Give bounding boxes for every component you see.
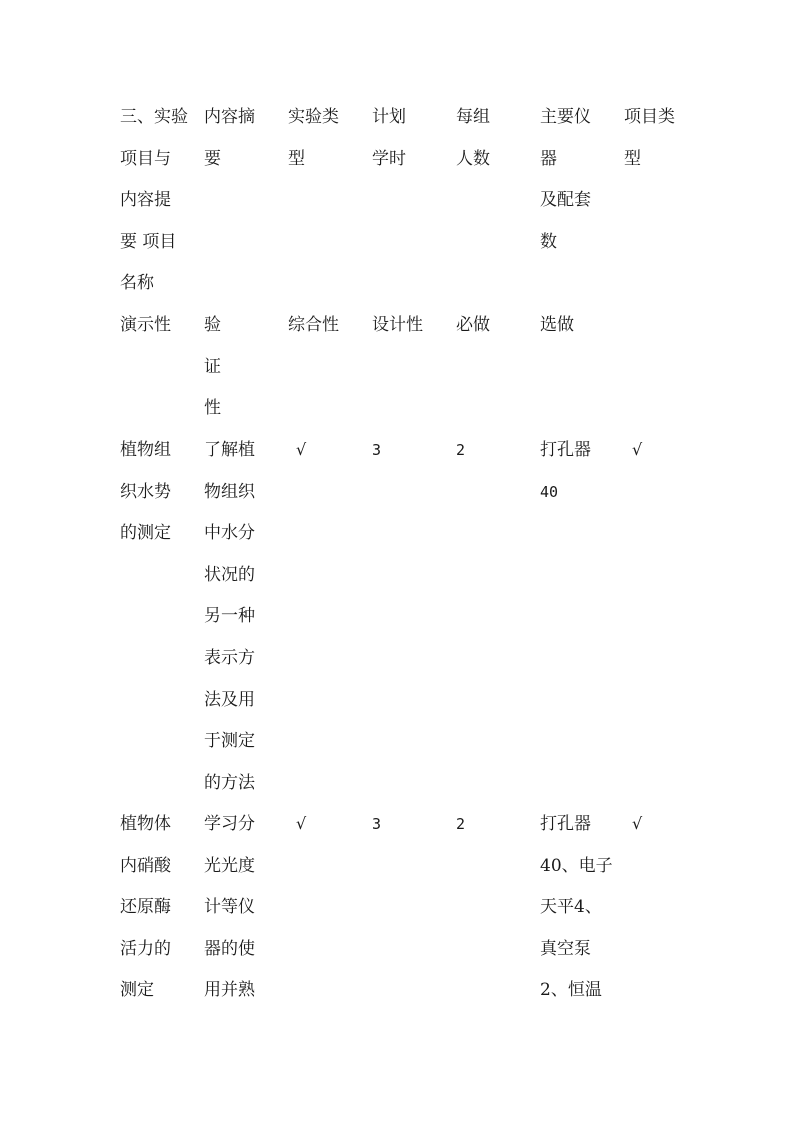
text-line: 活力的: [120, 938, 171, 959]
text-line: 综合性: [288, 315, 339, 335]
header-group-size: [456, 107, 490, 190]
text-line: 选做: [540, 315, 574, 335]
row1-summary: [204, 440, 255, 814]
text-line: 数: [540, 231, 557, 252]
row1-hours: [372, 440, 381, 482]
group-size-value: 2: [456, 815, 466, 833]
text-line: 设计性: [372, 315, 423, 335]
text-line: 法及用: [204, 689, 255, 710]
text-line: 性: [204, 398, 221, 419]
text-line: 计划: [372, 107, 406, 127]
text-line: 型: [288, 148, 305, 169]
header-experiment-type: [288, 107, 339, 190]
hours-value: 3: [372, 815, 382, 833]
subheader-optional: [540, 315, 574, 357]
text-line: 打孔器: [540, 440, 591, 460]
text-line: 打孔器: [540, 814, 591, 834]
row2-type-mark: [288, 814, 306, 856]
checkmark: √: [632, 814, 643, 833]
text-line: 物组织: [204, 481, 255, 502]
text-line: 40、电子: [540, 855, 613, 876]
text-line: 2、恒温: [540, 980, 602, 1001]
row2-summary: [204, 814, 255, 1022]
text-line: 还原酶: [120, 897, 171, 918]
row2-project-name: [120, 814, 171, 1022]
text-line: 项目与: [120, 148, 171, 169]
header-content-summary: [204, 107, 255, 190]
hours-value: 3: [372, 441, 382, 459]
text-line: 40: [540, 482, 559, 501]
text-line: 的测定: [120, 523, 171, 544]
text-line: 器: [540, 148, 557, 169]
text-line: 主要仪: [540, 107, 591, 127]
text-line: 了解植: [204, 440, 255, 460]
text-line: 学时: [372, 148, 406, 169]
text-line: 内容提: [120, 190, 171, 211]
text-line: 表示方: [204, 647, 255, 668]
text-line: 测定: [120, 980, 154, 1001]
row1-type-mark: [288, 440, 306, 482]
checkmark: √: [296, 440, 307, 459]
text-line: 必做: [456, 315, 490, 335]
text-line: 光光度: [204, 855, 255, 876]
subheader-demonstrative: [120, 315, 171, 357]
text-line: 要 项目: [120, 231, 177, 252]
row1-project-name: [120, 440, 171, 565]
subheader-verification: [204, 315, 221, 440]
text-line: 内硝酸: [120, 855, 171, 876]
subheader-required: [456, 315, 490, 357]
header-planned-hours: [372, 107, 406, 190]
text-line: 织水势: [120, 481, 171, 502]
row2-project-type-mark: [624, 814, 642, 856]
row1-equipment: [540, 440, 591, 523]
checkmark: √: [296, 814, 307, 833]
text-line: 另一种: [204, 606, 255, 627]
row2-equipment: [540, 814, 613, 1022]
subheader-design: [372, 315, 423, 357]
text-line: 型: [624, 148, 641, 169]
text-line: 真空泵: [540, 938, 591, 959]
row2-hours: [372, 814, 381, 856]
group-size-value: 2: [456, 441, 466, 459]
text-line: 要: [204, 148, 221, 169]
subheader-comprehensive: [288, 315, 339, 357]
row1-project-type-mark: [624, 440, 642, 482]
checkmark: √: [632, 440, 643, 459]
text-line: 植物组: [120, 440, 171, 460]
row2-group-size: [456, 814, 465, 856]
text-line: 实验类: [288, 107, 339, 127]
header-project-name: [120, 107, 188, 315]
text-line: 的方法: [204, 772, 255, 793]
text-line: 及配套: [540, 190, 591, 211]
text-line: 项目类: [624, 107, 675, 127]
text-line: 证: [204, 356, 221, 377]
text-line: 天平4、: [540, 897, 602, 918]
text-line: 每组: [456, 107, 490, 127]
text-line: 计等仪: [204, 897, 255, 918]
text-line: 用并熟: [204, 980, 255, 1001]
header-equipment: [540, 107, 591, 273]
text-line: 名称: [120, 273, 154, 294]
text-line: 验: [204, 315, 221, 335]
row1-group-size: [456, 440, 465, 482]
header-project-type: [624, 107, 675, 190]
text-line: 学习分: [204, 814, 255, 834]
text-line: 植物体: [120, 814, 171, 834]
text-line: 状况的: [204, 564, 255, 585]
text-line: 中水分: [204, 523, 255, 544]
text-line: 于测定: [204, 731, 255, 752]
text-line: 器的使: [204, 938, 255, 959]
text-line: 人数: [456, 148, 490, 169]
text-line: 演示性: [120, 315, 171, 335]
text-line: 三、实验: [120, 107, 188, 127]
text-line: 内容摘: [204, 107, 255, 127]
